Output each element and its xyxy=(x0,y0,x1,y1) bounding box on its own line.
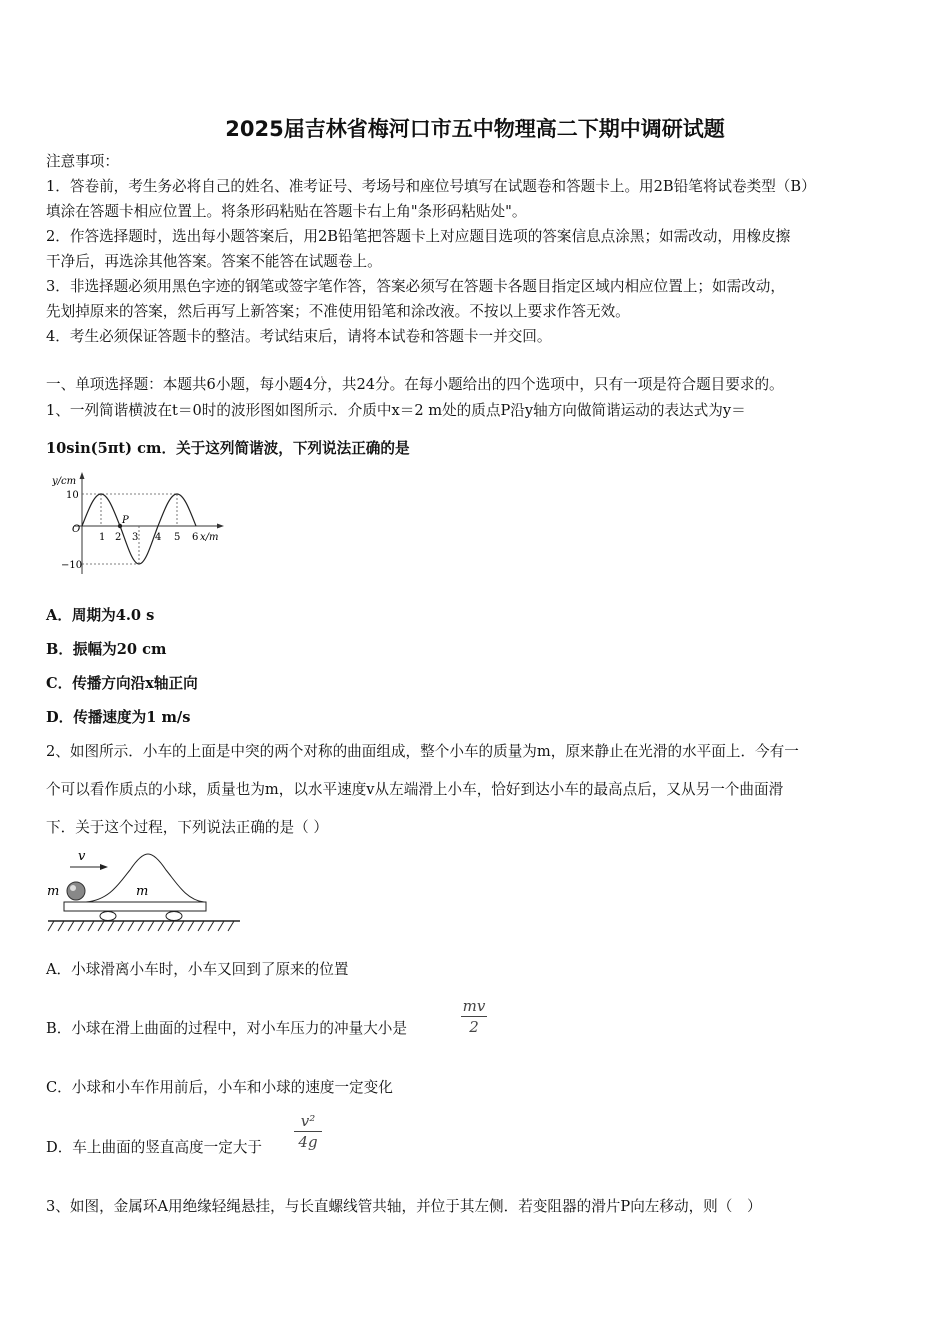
notice-line-7: 4．考生必须保证答题卡的整洁。考试结束后，请将本试卷和答题卡一并交回。 xyxy=(46,328,552,345)
x-axis-arrow xyxy=(217,524,224,529)
q2-option-d: D．车上曲面的竖直高度一定大于 xyxy=(46,1139,263,1156)
x-tick-4: 4 xyxy=(155,532,162,543)
q1-wave-figure xyxy=(52,470,232,578)
notice-line-3: 2．作答选择题时，选出每小题答案后，用2B铅笔把答题卡上对应题目选项的答案信息点涂黑；如需改动，用橡皮擦 xyxy=(46,228,791,245)
cart-base xyxy=(64,902,206,911)
cart-wheel-right xyxy=(166,912,182,921)
q2-stem-line-1: 2、如图所示．小车的上面是中突的两个对称的曲面组成，整个小车的质量为m，原来静止在光滑的水平面上．今有一 xyxy=(46,743,799,760)
notice-line-5: 3．非选择题必须用黑色字迹的钢笔或签字笔作答，答案必须写在答题卡各题目指定区域内相应位置上；如需改动， xyxy=(46,278,785,295)
origin-label: O xyxy=(72,524,81,535)
x-tick-6: 6 xyxy=(192,532,199,543)
q1-option-b: B．振幅为20 cm xyxy=(46,641,167,658)
notice-heading: 注意事项： xyxy=(46,153,119,170)
fraction-bar xyxy=(461,1016,487,1017)
q2-option-c: C．小球和小车作用前后，小车和小球的速度一定变化 xyxy=(46,1079,393,1096)
fraction-numerator: v² xyxy=(300,1112,316,1130)
y-top-label: 10 xyxy=(66,490,79,501)
q2-stem-line-3: 下．关于这个过程，下列说法正确的是（ ） xyxy=(46,819,328,836)
ball-highlight xyxy=(70,885,76,891)
q2-stem-line-2: 个可以看作质点的小球，质量也为m，以水平速度v从左端滑上小车，恰好到达小车的最高点后，又从另一个曲面滑 xyxy=(46,781,784,798)
q2-option-d-fraction xyxy=(294,1112,322,1151)
notice-line-1: 1．答卷前，考生务必将自己的姓名、准考证号、考场号和座位号填写在试题卷和答题卡上。用2B铅笔将试卷类型（B） xyxy=(46,178,816,195)
ball xyxy=(67,882,85,900)
q3-stem: 3、如图，金属环A用绝缘轻绳悬挂，与长直螺线管共轴，并位于其左侧．若变阻器的滑片P向左移动，则（ ） xyxy=(46,1198,762,1215)
fraction-denominator: 2 xyxy=(469,1018,479,1036)
fraction-bar xyxy=(294,1131,322,1132)
y-axis-label: y/cm xyxy=(52,476,77,487)
x-tick-2: 2 xyxy=(115,532,122,543)
q2-cart-figure xyxy=(44,846,244,938)
y-axis-arrow xyxy=(80,472,85,479)
q1-stem-line-2: 10sin(5πt) cm．关于这列简谐波，下列说法正确的是 xyxy=(46,440,410,457)
q2-option-b: B．小球在滑上曲面的过程中，对小车压力的冲量大小是 xyxy=(46,1020,407,1037)
cart-wheel-left xyxy=(100,912,116,921)
section-heading: 一、单项选择题：本题共6小题，每小题4分，共24分。在每小题给出的四个选项中，只有一项是符合题目要求的。 xyxy=(46,376,784,393)
notice-line-2: 填涂在答题卡相应位置上。将条形码粘贴在答题卡右上角"条形码粘贴处"。 xyxy=(46,203,527,220)
q1-option-a: A．周期为4.0 s xyxy=(46,607,155,624)
x-tick-5: 5 xyxy=(174,532,181,543)
x-axis-label: x/m xyxy=(200,532,219,543)
x-tick-3: 3 xyxy=(132,532,139,543)
ground-hatching xyxy=(48,921,234,931)
y-bottom-label: −10 xyxy=(61,560,83,571)
notice-line-4: 干净后，再选涂其他答案。答案不能答在试题卷上。 xyxy=(46,253,382,270)
fraction-denominator: 4g xyxy=(298,1133,318,1151)
fraction-numerator: mv xyxy=(462,997,486,1015)
velocity-arrow-head xyxy=(100,864,108,870)
q1-option-c: C．传播方向沿x轴正向 xyxy=(46,675,198,692)
x-tick-1: 1 xyxy=(99,532,106,543)
ball-mass-label: m xyxy=(47,884,60,899)
velocity-label: v xyxy=(78,849,86,864)
notice-line-6: 先划掉原来的答案，然后再写上新答案；不准使用铅笔和涂改液。不按以上要求作答无效。 xyxy=(46,303,630,320)
q2-option-b-fraction xyxy=(461,997,487,1036)
cart-mass-label: m xyxy=(136,884,149,899)
q1-option-d: D．传播速度为1 m/s xyxy=(46,709,191,726)
point-p-label: P xyxy=(122,515,129,526)
page-title: 2025届吉林省梅河口市五中物理高二下期中调研试题 xyxy=(225,117,725,141)
q1-stem-line-1: 1、一列简谐横波在t＝0时的波形图如图所示．介质中x＝2 m处的质点P沿y轴方向做简谐运动的表达式为y＝ xyxy=(46,402,746,419)
q2-option-a: A．小球滑离小车时，小车又回到了原来的位置 xyxy=(46,961,349,978)
wave-curve xyxy=(82,494,199,564)
